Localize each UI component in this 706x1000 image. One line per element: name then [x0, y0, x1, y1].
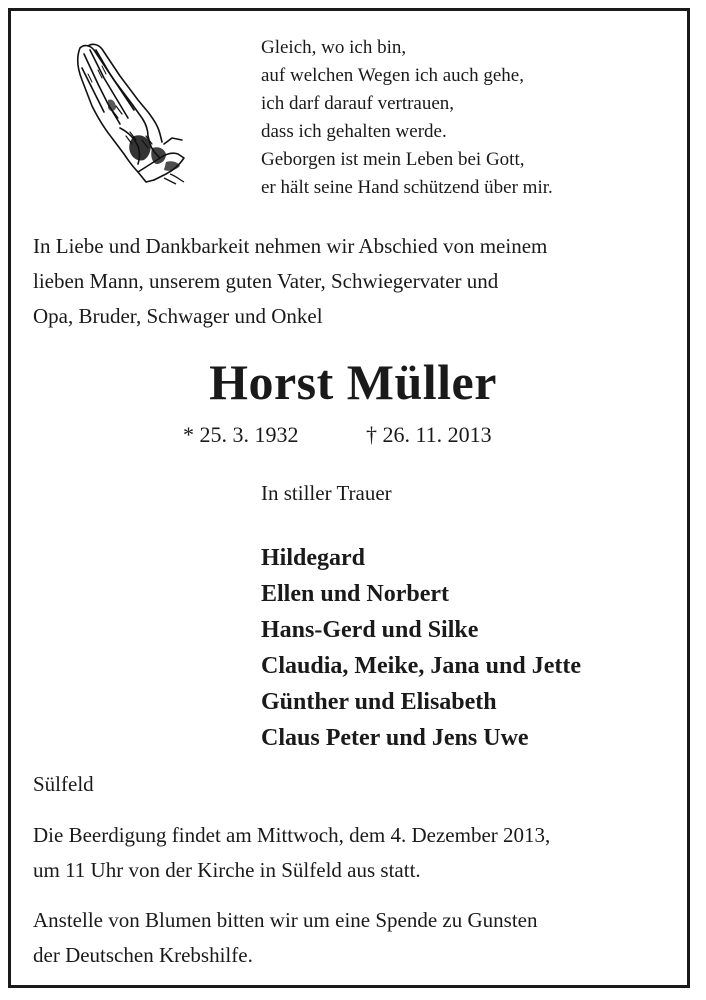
- family-member: Claus Peter und Jens Uwe: [261, 725, 529, 751]
- poem-line: Geborgen ist mein Leben bei Gott,: [261, 149, 525, 170]
- poem-line: dass ich gehalten werde.: [261, 121, 447, 142]
- funeral-info: [33, 818, 550, 888]
- intro-text: [33, 229, 673, 334]
- intro-line: In Liebe und Dankbarkeit nehmen wir Abschied von meinem: [33, 234, 548, 258]
- donation-line: Anstelle von Blumen bitten wir um eine Spende zu Gunsten: [33, 908, 538, 932]
- poem: [261, 34, 553, 202]
- intro-line: lieben Mann, unserem guten Vater, Schwiegervater und: [33, 269, 499, 293]
- poem-line: auf welchen Wegen ich auch gehe,: [261, 65, 524, 86]
- place-name: Sülfeld: [33, 772, 94, 796]
- birth-date: * 25. 3. 1932: [183, 422, 299, 447]
- family-list: [261, 540, 581, 756]
- funeral-line: Die Beerdigung findet am Mittwoch, dem 4. Dezember 2013,: [33, 823, 551, 847]
- family-member: Günther und Elisabeth: [261, 689, 497, 715]
- donation-line: der Deutschen Krebshilfe.: [33, 943, 253, 967]
- deceased-name: Horst Müller: [209, 354, 497, 410]
- donation-info: [33, 903, 538, 973]
- funeral-line: um 11 Uhr von der Kirche in Sülfeld aus statt.: [33, 858, 421, 882]
- family-member: Hans-Gerd und Silke: [261, 617, 479, 643]
- praying-hands-icon: [68, 40, 190, 185]
- family-member: Ellen und Norbert: [261, 581, 450, 607]
- mourning-heading: In stiller Trauer: [261, 481, 392, 505]
- death-date: † 26. 11. 2013: [366, 422, 492, 447]
- family-member: Claudia, Meike, Jana und Jette: [261, 653, 582, 679]
- family-member: Hildegard: [261, 545, 366, 571]
- poem-line: er hält seine Hand schützend über mir.: [261, 177, 553, 198]
- poem-line: ich darf darauf vertrauen,: [261, 93, 455, 114]
- poem-line: Gleich, wo ich bin,: [261, 37, 407, 58]
- intro-line: Opa, Bruder, Schwager und Onkel: [33, 304, 323, 328]
